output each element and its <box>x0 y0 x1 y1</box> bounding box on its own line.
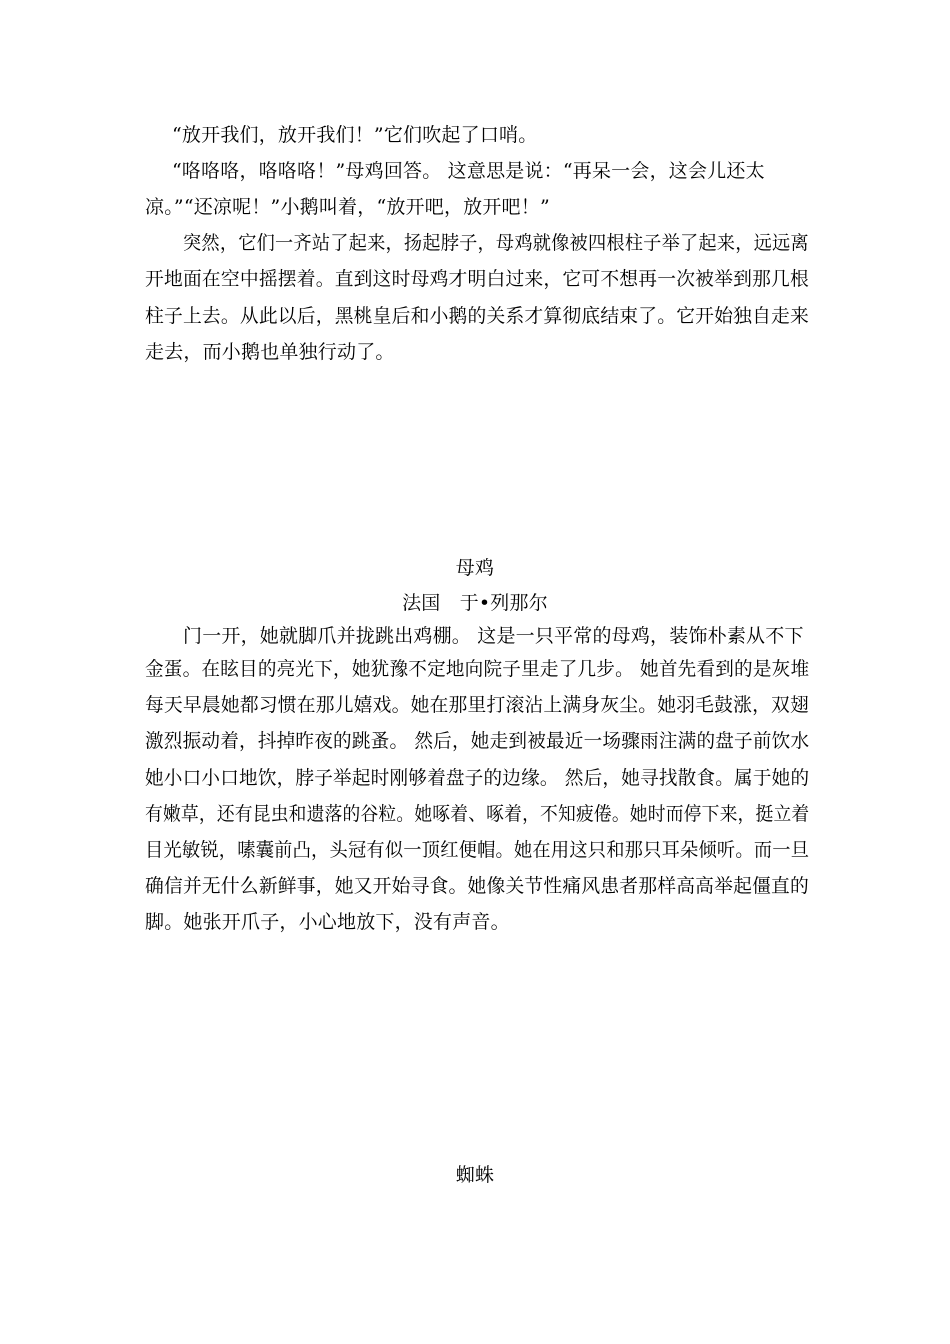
section1-line-2: “咯咯咯，咯咯咯！”母鸡回答。 这意思是说：“再呆一会，这会儿还太 <box>172 160 765 182</box>
section2-line-3: 每天早晨她都习惯在那儿嬉戏。她在那里打滚沾上满身灰尘。她羽毛鼓涨，双翅 <box>145 694 810 716</box>
section2-line-5: 她小口小口地饮，脖子举起时刚够着盘子的边缘。 然后，她寻找散食。属于她的 <box>145 767 810 789</box>
section2-line-2: 金蛋。在眩目的亮光下，她犹豫不定地向院子里走了几步。 她首先看到的是灰堆 <box>145 658 810 680</box>
section1-line-6: 柱子上去。从此以后，黑桃皇后和小鹅的关系才算彻底结束了。它开始独自走来 <box>145 305 810 327</box>
section3-title: 蜘蛛 <box>455 1164 495 1186</box>
section2-line-1: 门一开，她就脚爪并拢跳出鸡棚。 这是一只平常的母鸡，装饰朴素从不下 <box>183 625 804 647</box>
section2-title: 母鸡 <box>455 557 495 579</box>
section1-line-7: 走去，而小鹅也单独行动了。 <box>145 341 395 363</box>
section1-line-5: 开地面在空中摇摆着。直到这时母鸡才明白过来，它可不想再一次被举到那几根 <box>145 268 810 290</box>
section2-line-6: 有嫩草，还有昆虫和遗落的谷粒。她啄着、啄着，不知疲倦。她时而停下来，挺立着 <box>145 803 810 825</box>
section2-author: 法国 于•列那尔 <box>402 592 548 614</box>
section2-line-9: 脚。她张开爪子，小心地放下，没有声音。 <box>145 911 510 933</box>
section1-line-4: 突然，它们一齐站了起来，扬起脖子，母鸡就像被四根柱子举了起来，远远离 <box>183 232 809 254</box>
section2-line-7: 目光敏锐，嗉囊前凸，头冠有似一顶红便帽。她在用这只和那只耳朵倾听。而一旦 <box>145 839 810 861</box>
section2-line-8: 确信并无什么新鲜事，她又开始寻食。她像关节性痛风患者那样高高举起僵直的 <box>145 875 810 897</box>
section2-line-4: 激烈振动着，抖掉昨夜的跳蚤。 然后，她走到被最近一场骤雨注满的盘子前饮水 <box>145 730 810 752</box>
section1-line-3: 凉。”“还凉呢！”小鹅叫着，“放开吧，放开吧！” <box>145 196 550 218</box>
section1-line-1: “放开我们，放开我们！”它们吹起了口哨。 <box>172 124 538 146</box>
